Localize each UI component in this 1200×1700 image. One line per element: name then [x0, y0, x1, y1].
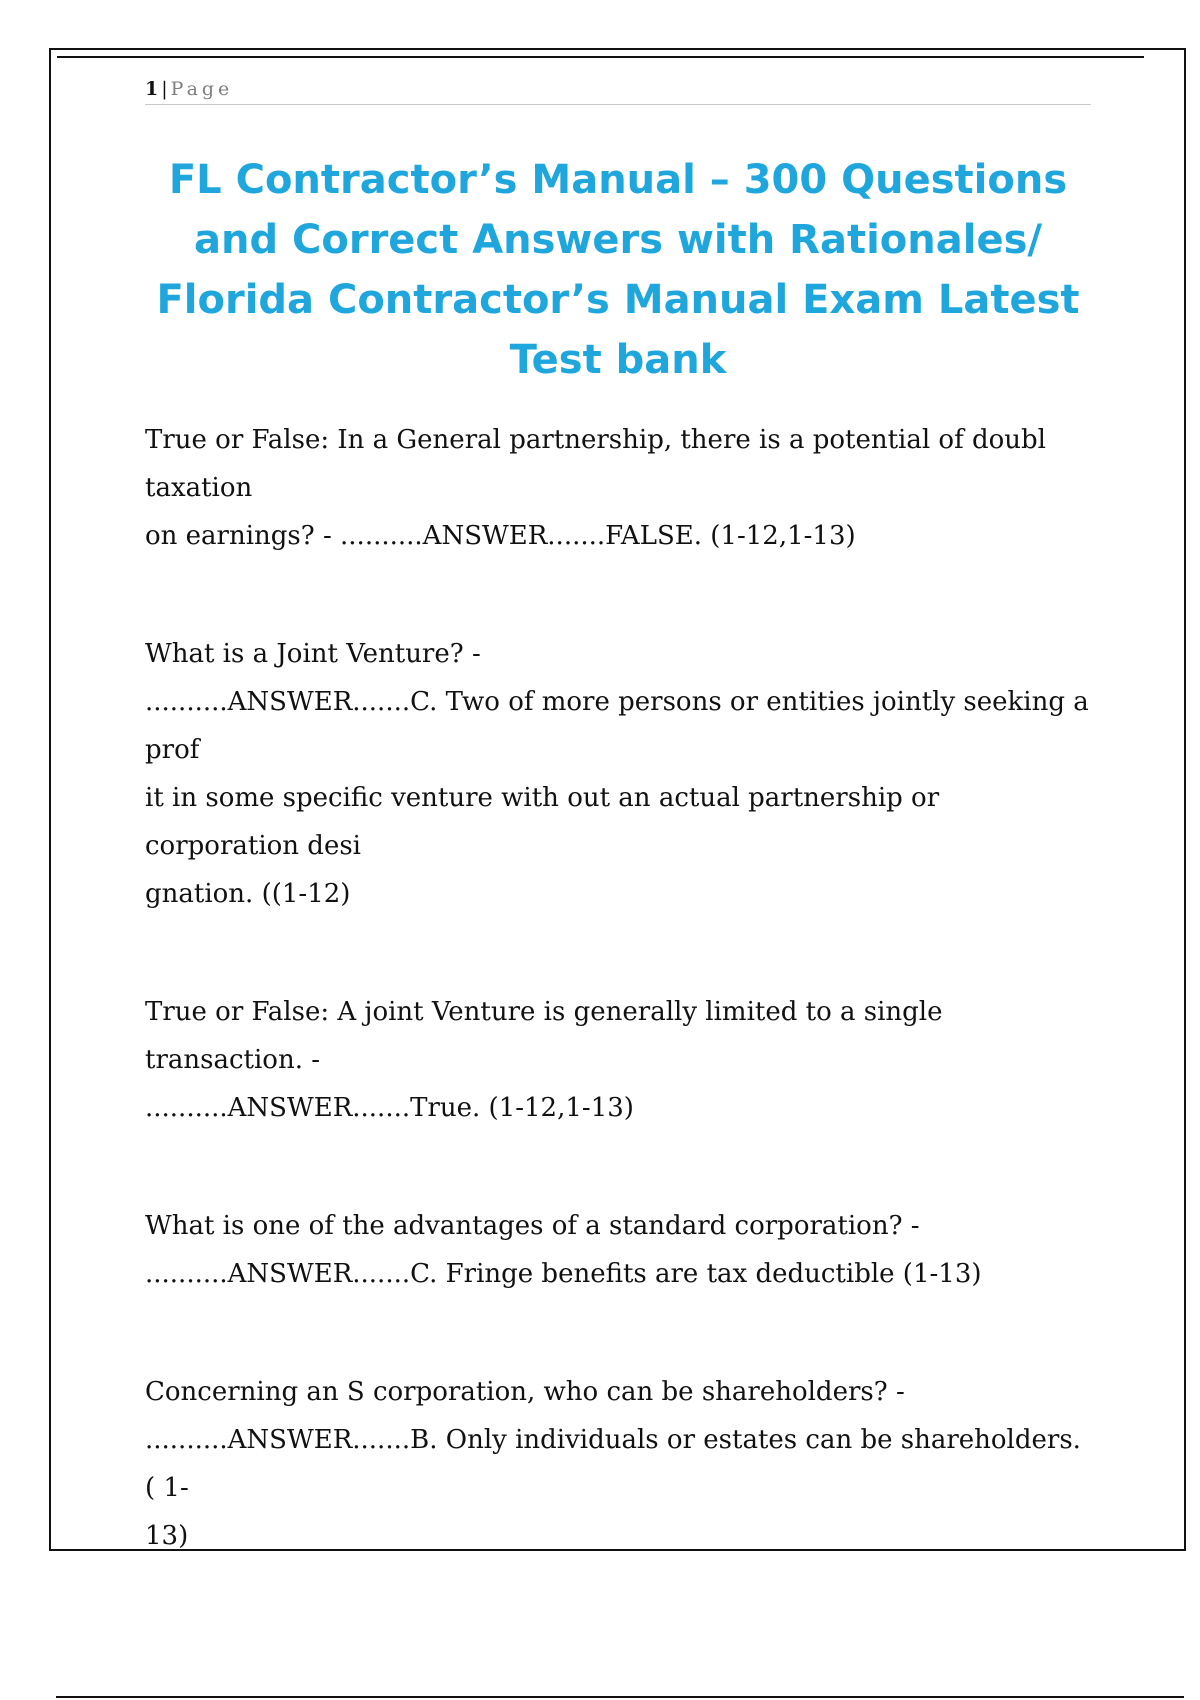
qa-list	[145, 416, 1091, 1560]
page-separator: |	[161, 78, 168, 100]
qa-item: True or False: In a General partnership, there is a potential of doubl taxation on earnings? - ..........ANSWER.......FALSE. (1-12,1-13)	[145, 425, 1046, 551]
qa-item: Concerning an S corporation, who can be shareholders? - ..........ANSWER.......B. Only individuals or estates can be shareholders.( 1- 13)	[145, 1377, 1081, 1551]
page-frame	[49, 48, 1186, 1551]
bottom-rule	[56, 1696, 1184, 1698]
qa-item: True or False: A joint Venture is generally limited to a single transaction. - ..........ANSWER.......True. (1-12,1-13)	[145, 997, 943, 1123]
page-label: Page	[170, 78, 234, 100]
document-title: FL Contractor’s Manual – 300 Questions and Correct Answers with Rationales/ Florida Contractor’s Manual Exam Latest Test bank	[156, 157, 1080, 383]
page-header	[145, 74, 1091, 105]
qa-item: What is one of the advantages of a standard corporation? - ..........ANSWER.......C. Fringe benefits are tax deductible (1-13)	[145, 1211, 982, 1289]
top-rule	[57, 56, 1144, 58]
page-number: 1	[145, 78, 159, 100]
qa-item: What is a Joint Venture? - ..........ANSWER.......C. Two of more persons or entities jointly seeking a prof it in some specific venture with out an actual partnership or corporation desi gnation. ((1-12)	[145, 639, 1089, 909]
